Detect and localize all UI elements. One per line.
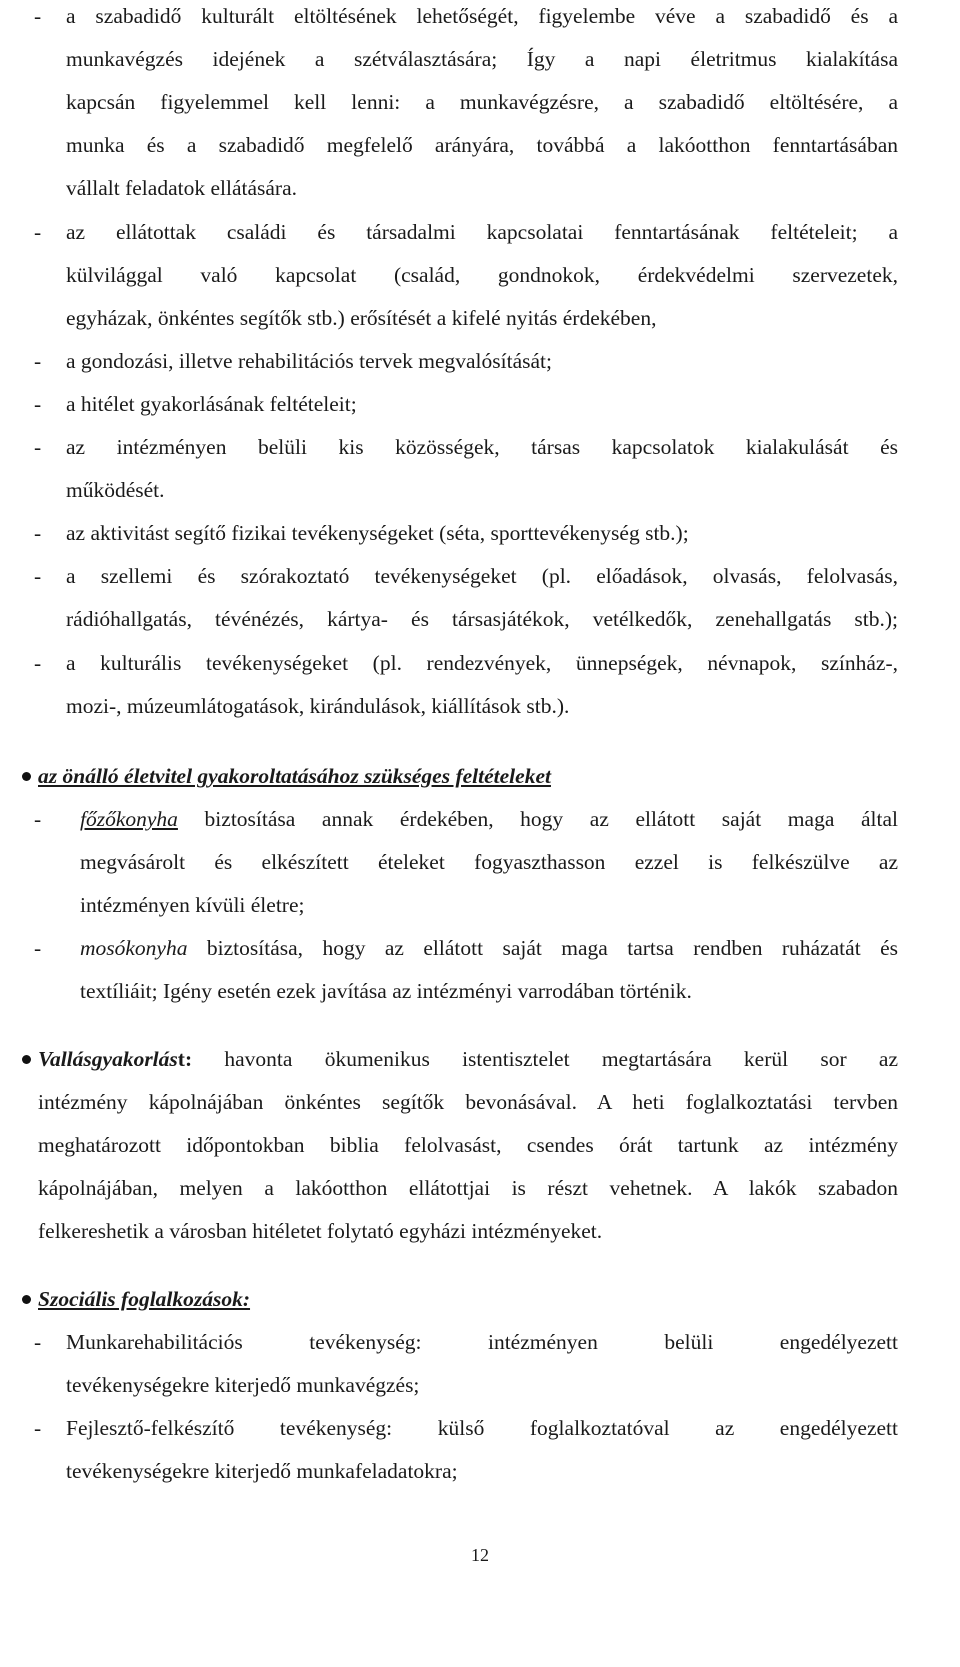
term-tail: t: bbox=[177, 1047, 193, 1071]
dash-marker: - bbox=[34, 435, 42, 459]
page-number: 12 bbox=[471, 1545, 489, 1565]
paragraph-line: meghatározott időpontokban biblia felolvasást, csendes órát tartunk az intézmény bbox=[38, 1133, 898, 1157]
paragraph-line: intézmény kápolnájában önkéntes segítők bevonásával. A heti foglalkoztatási tervben bbox=[38, 1090, 898, 1114]
list-item-text-part: biztosítása, hogy az ellátott saját maga tartsa rendben ruházatát és bbox=[187, 936, 898, 960]
term-fozokonyha: főzőkonyha bbox=[80, 807, 178, 831]
dash-marker: - bbox=[34, 392, 42, 416]
bullet-icon bbox=[22, 772, 31, 781]
list-item-text: a szellemi és szórakoztató tevékenységeket (pl. előadások, olvasás, felolvasás, bbox=[66, 564, 898, 588]
list-item-text bbox=[80, 805, 898, 833]
list-item-text: az intézményen belüli kis közösségek, társas kapcsolatok kialakulását és bbox=[66, 435, 898, 459]
section-heading: az önálló életvitel gyakoroltatásához szükséges feltételeket bbox=[38, 764, 551, 788]
bullet-icon bbox=[22, 1295, 31, 1304]
list-item-text: munka és a szabadidő megfelelő arányára, továbbá a lakóotthon fenntartásában bbox=[66, 133, 898, 157]
list-item-text bbox=[80, 934, 898, 962]
list-item-text: Munkarehabilitációs tevékenység: intézményen belüli engedélyezett bbox=[66, 1330, 898, 1354]
term-vallasgyakorlas: Vallásgyakorlás bbox=[38, 1047, 178, 1071]
dash-marker: - bbox=[34, 4, 42, 28]
dash-marker: - bbox=[34, 1416, 42, 1440]
list-item-text: intézményen kívüli életre; bbox=[80, 893, 305, 917]
list-item-text: működését. bbox=[66, 478, 165, 502]
paragraph-text: havonta ökumenikus istentisztelet megtartására kerül sor az bbox=[192, 1047, 898, 1071]
list-item-text: a szabadidő kulturált eltöltésének lehetőségét, figyelembe véve a szabadidő és a bbox=[66, 4, 898, 28]
dash-marker: - bbox=[34, 521, 42, 545]
list-item-text: megvásárolt és elkészített ételeket fogyaszthasson ezzel is felkészülve az bbox=[80, 850, 898, 874]
bullet-icon bbox=[22, 1055, 31, 1064]
list-item-text: a kulturális tevékenységeket (pl. rendezvények, ünnepségek, névnapok, színház-, bbox=[66, 651, 898, 675]
list-item-text: külvilággal való kapcsolat (család, gondnokok, érdekvédelmi szervezetek, bbox=[66, 263, 898, 287]
dash-marker: - bbox=[34, 1330, 42, 1354]
list-item-text: rádióhallgatás, tévénézés, kártya- és társasjátékok, vetélkedők, zenehallgatás stb.); bbox=[66, 607, 898, 631]
dash-marker: - bbox=[34, 807, 42, 831]
term-mosokonyha: mosókonyha bbox=[80, 936, 188, 960]
list-item-text: tevékenységekre kiterjedő munkavégzés; bbox=[66, 1373, 420, 1397]
dash-marker: - bbox=[34, 220, 42, 244]
dash-marker: - bbox=[34, 349, 42, 373]
list-item-text: kapcsán figyelemmel kell lenni: a munkavégzésre, a szabadidő eltöltésére, a bbox=[66, 90, 898, 114]
list-item-text: mozi-, múzeumlátogatások, kirándulások, kiállítások stb.). bbox=[66, 694, 570, 718]
paragraph-line bbox=[38, 1045, 898, 1073]
list-item-text: munkavégzés idejének a szétválasztására; Így a napi életritmus kialakítása bbox=[66, 47, 898, 71]
list-item-text: az ellátottak családi és társadalmi kapcsolatai fenntartásának feltételeit; a bbox=[66, 220, 898, 244]
section-heading: Szociális foglalkozások: bbox=[38, 1287, 251, 1311]
list-item-text: az aktivitást segítő fizikai tevékenységeket (séta, sporttevékenység stb.); bbox=[66, 521, 689, 545]
paragraph-line: kápolnájában, melyen a lakóotthon ellátottjai is részt vehetnek. A lakók szabadon bbox=[38, 1176, 898, 1200]
list-item-text: egyházak, önkéntes segítők stb.) erősítését a kifelé nyitás érdekében, bbox=[66, 306, 657, 330]
dash-marker: - bbox=[34, 564, 42, 588]
list-item-text: Fejlesztő-felkészítő tevékenység: külső foglalkoztatóval az engedélyezett bbox=[66, 1416, 898, 1440]
dash-marker: - bbox=[34, 936, 42, 960]
list-item-text-part: biztosítása annak érdekében, hogy az ellátott saját maga által bbox=[177, 807, 898, 831]
dash-marker: - bbox=[34, 651, 42, 675]
list-item-text: textíliáit; Igény esetén ezek javítása az intézményi varrodában történik. bbox=[80, 979, 692, 1003]
list-item-text: tevékenységekre kiterjedő munkafeladatokra; bbox=[66, 1459, 458, 1483]
list-item-text: vállalt feladatok ellátására. bbox=[66, 176, 297, 200]
list-item-text: a gondozási, illetve rehabilitációs tervek megvalósítását; bbox=[66, 349, 552, 373]
paragraph-line: felkereshetik a városban hitéletet folytató egyházi intézményeket. bbox=[38, 1219, 603, 1243]
list-item-text: a hitélet gyakorlásának feltételeit; bbox=[66, 392, 357, 416]
